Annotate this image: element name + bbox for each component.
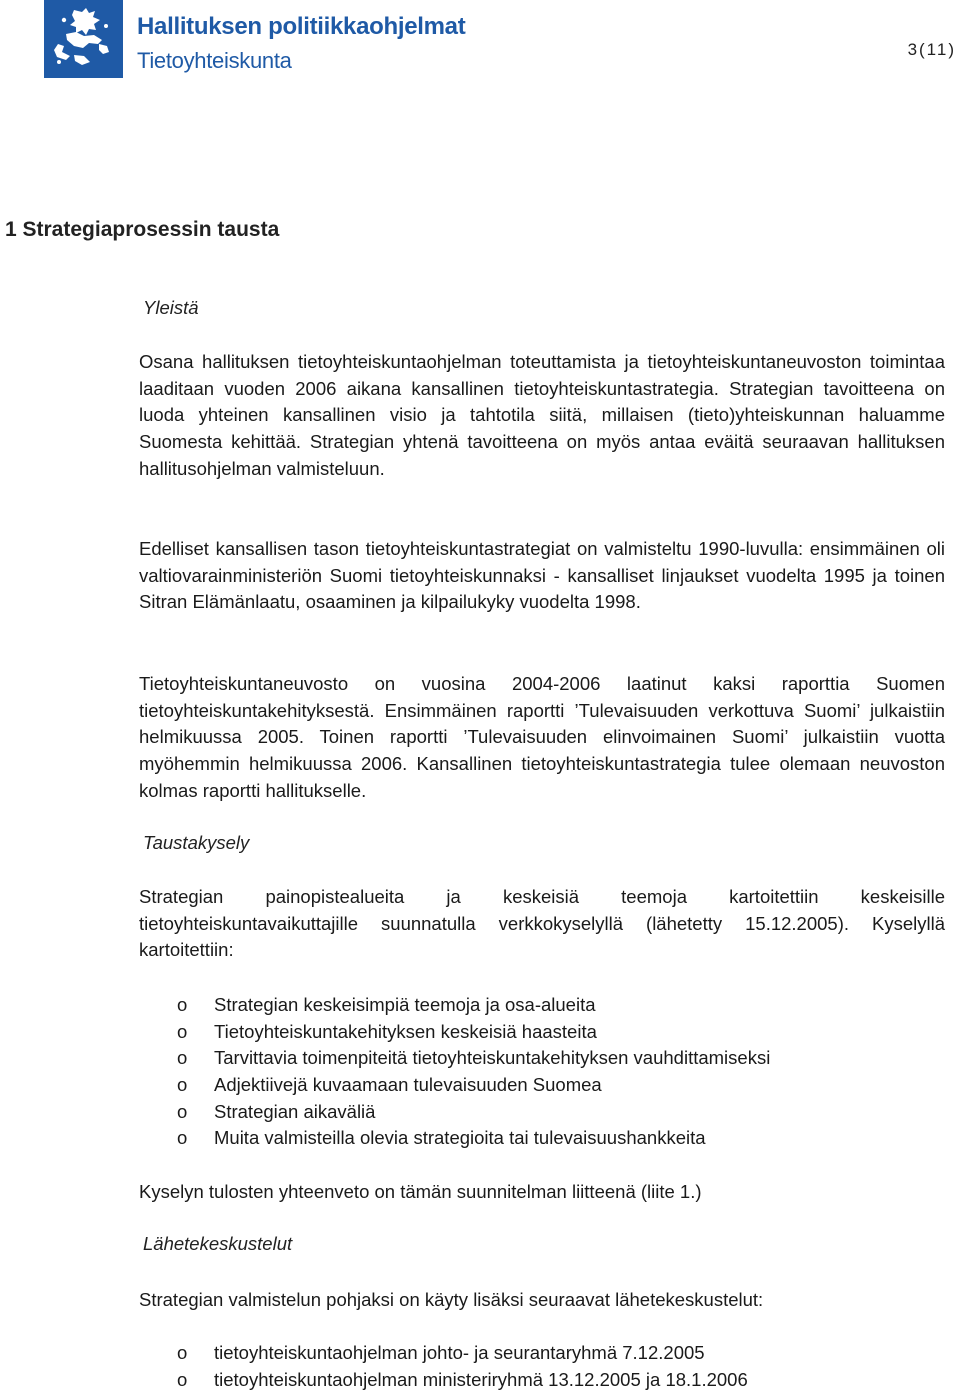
paragraph-yleista-1: Osana hallituksen tietoyhteiskuntaohjelman toteuttamista ja tietoyhteiskuntaneuvoston toimintaa laaditaan vuoden 2006 aikana kansallinen tietoyhteiskuntastrategia. Strategian tavoitteena on luoda yhteinen kansallinen visio ja tahtotila siitä, millaisen (tieto)yhteiskunnan haluamme Suomesta kehittää. Strategian yhtenä tavoitteena on myös antaa eväitä seuraavan hallituksen hallitusohjelman valmisteluun. [139,351,945,479]
paragraph-taustakysely-2: Kyselyn tulosten yhteenveto on tämän suunnitelman liitteenä (liite 1.) [139,1181,702,1202]
list-item: o Muita valmisteilla olevia strategioita tai tulevaisuushankkeita [177,1125,770,1152]
bullet-list-kysely [177,992,770,1152]
page-header [0,0,960,90]
paragraph-yleista-3: Tietoyhteiskuntaneuvosto on vuosina 2004-2006 laatinut kaksi raporttia Suomen tietoyhteiskuntakehityksestä. Ensimmäinen raportti ’Tulevaisuuden verkottuva Suomi’ julkaistiin helmikuussa 2005. Toinen raportti ’Tulevaisuuden elinvoimainen Suomi’ julkaistiin vuotta myöhemmin helmikuussa 2006. Kansallinen tietoyhteiskuntastrategia tulee olemaan neuvoston kolmas raportti hallitukselle. [139,673,945,801]
bullet-mark: o [177,1020,188,1042]
bullet-list-lahete [177,1340,748,1393]
list-item: o Strategian aikaväliä [177,1099,770,1126]
bullet-mark: o [177,1100,188,1122]
chapter-heading: 1 Strategiaprosessin tausta [5,218,280,241]
list-item: o Adjektiivejä kuvaamaan tulevaisuuden Suomea [177,1072,770,1099]
program-subtitle: Tietoyhteiskunta [137,48,292,73]
paragraph-yleista-2: Edelliset kansallisen tason tietoyhteiskuntastrategiat on valmisteltu 1990-luvulla: ensimmäinen oli valtiovarainministeriön Suomi tietoyhteiskunnaksi - kansalliset linjaukset vuodelta 1995 ja toinen Sitran Elämänlaatu, osaaminen ja kilpailukyky vuodelta 1998. [139,538,945,613]
bullet-mark: o [177,994,188,1015]
section-title-lahetekeskustelut: Lähetekeskustelut [143,1233,293,1254]
paragraph-lahetekeskustelut-1: Strategian valmistelun pohjaksi on käyty lisäksi seuraavat lähetekeskustelut: [139,1289,764,1310]
list-item: o Tarvittavia toimenpiteitä tietoyhteiskuntakehityksen vauhdittamiseksi [177,1045,770,1072]
section-title-taustakysely: Taustakysely [143,832,250,853]
bullet-mark: o [177,1074,188,1096]
program-title: Hallituksen politiikkaohjelmat [137,13,466,40]
paragraph-taustakysely-1: Strategian painopistealueita ja keskeisiä teemoja kartoitettiin keskeisille tietoyhteiskuntavaikuttajille suunnatulla verkkokyselyllä (lähetetty 15.12.2005). Kyselyllä kartoitettiin: [139,886,945,961]
list-item: o Tietoyhteiskuntakehityksen keskeisiä haasteita [177,1019,770,1046]
section-title-yleista: Yleistä [143,297,199,318]
list-item: o Strategian keskeisimpiä teemoja ja osa-alueita [177,992,770,1019]
bullet-mark: o [177,1127,188,1149]
lion-emblem-icon [44,0,123,78]
bullet-mark: o [177,1368,188,1390]
list-item: o tietoyhteiskuntaohjelman johto- ja seurantaryhmä 7.12.2005 [177,1340,748,1367]
bullet-mark: o [177,1342,188,1363]
page-number: 3(11) [907,40,956,59]
list-item: o tietoyhteiskuntaohjelman ministeriryhmä 13.12.2005 ja 18.1.2006 [177,1367,748,1394]
bullet-mark: o [177,1047,188,1069]
